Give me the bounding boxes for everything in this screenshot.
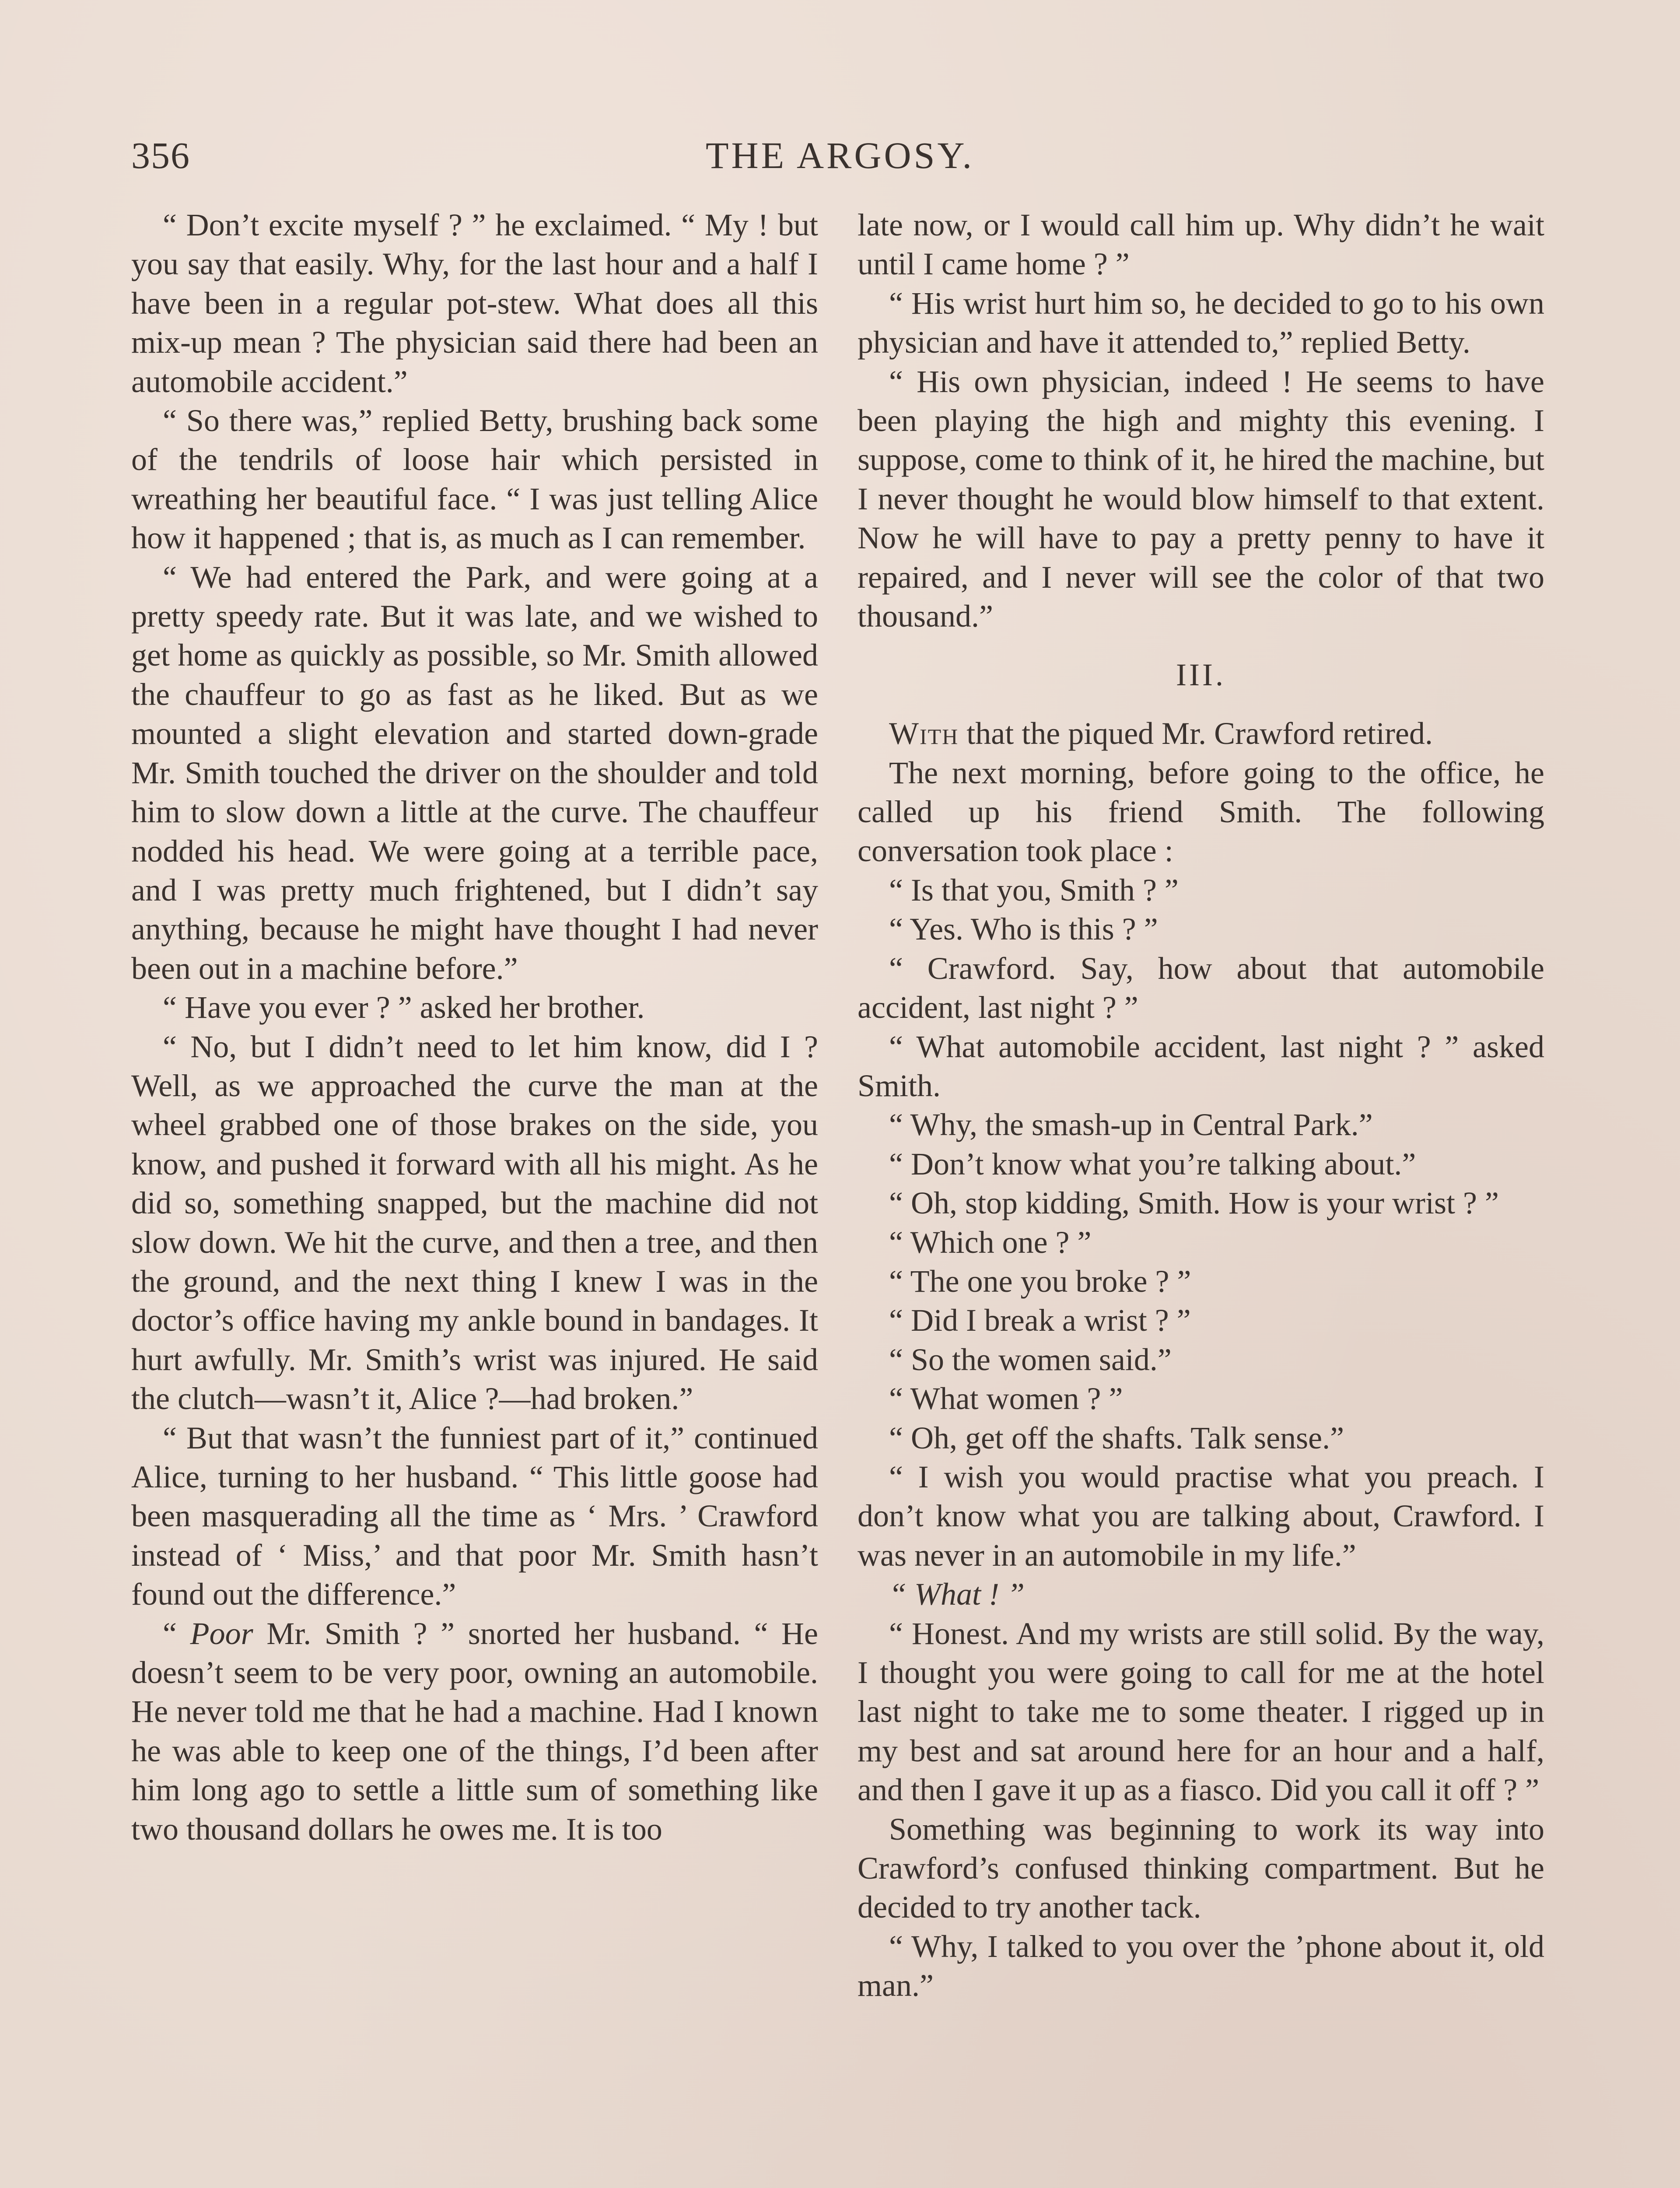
paragraph: “ No, but I didn’t need to let him know, did I ? Well, as we approached the curve the man at the wheel grabbed one of those brakes on the side, you know, and pushed it forward with all his might. As he did so, something snapped, but the machine did not slow down. We hit the curve, and then a tree, and then the ground, and the next thing I knew I was in the doctor’s office having my ankle bound in bandages. It hurt awfully. Mr. Smith’s wrist was injured. He said the clutch—wasn’t it, Alice ?—had broken.” <box>131 1029 818 1417</box>
paragraph-italic-exclamation <box>858 1575 1544 1614</box>
paragraph: “ But that wasn’t the funniest part of it,” continued Alice, turning to her husband. “ This little goose had been masquerading all the time as ‘ Mrs. ’ Crawford instead of ‘ Miss,’ and that poor Mr. Smith hasn’t found out the difference.” <box>131 1420 818 1612</box>
paragraph: “ His own physician, indeed ! He seems to have been playing the high and mighty this evening. I suppose, come to think of it, he hired the machine, but I never thought he would blow himself to that extent. Now he will have to pay a pretty penny to have it repaired, and I never will see the color of that two thousand.” <box>858 364 1544 634</box>
paragraph-rest: that the piqued Mr. Crawford retired. <box>959 716 1433 751</box>
paragraph: “ Is that you, Smith ? ” <box>889 872 1179 908</box>
paragraph: “ Don’t know what you’re talking about.” <box>889 1146 1416 1182</box>
open-quote: “ <box>163 1616 177 1651</box>
right-column <box>858 206 1544 2006</box>
italic-word: Poor <box>190 1616 253 1651</box>
left-column <box>131 206 818 1849</box>
small-caps-word: With <box>889 716 959 751</box>
paragraph: “ Yes. Who is this ? ” <box>889 912 1158 947</box>
paragraph: “ Oh, get off the shafts. Talk sense.” <box>889 1420 1344 1455</box>
paragraph: “ Why, the smash-up in Central Park.” <box>889 1107 1373 1143</box>
page-header <box>131 131 1549 179</box>
paragraph: “ Why, I talked to you over the ’phone about it, old man.” <box>858 1929 1544 2003</box>
paragraph: “ His wrist hurt him so, he decided to go to his own physician and have it attended to,” replied Betty. <box>858 285 1544 360</box>
paragraph: “ Which one ? ” <box>889 1224 1092 1260</box>
italic-line: “ What ! ” <box>889 1577 1025 1612</box>
paragraph: “ So the women said.” <box>889 1342 1172 1377</box>
paragraph: “ So there was,” replied Betty, brushing back some of the tendrils of loose hair which persisted in wreathing her beautiful face. “ I was just telling Alice how it happened ; that is, as much as I can remember. <box>131 403 818 556</box>
paragraph: “ The one you broke ? ” <box>889 1263 1191 1299</box>
paragraph: The next morning, before going to the office, he called up his friend Smith. The following conversation took place : <box>858 755 1544 869</box>
paragraph: “ Have you ever ? ” asked her brother. <box>163 990 645 1025</box>
paragraph: “ Honest. And my wrists are still solid. By the way, I thought you were going to call for me at the hotel last night to take me to some theater. I rigged up in my best and sat around here for an hour and a half, and then I gave it up as a fiasco. Did you call it off ? ” <box>858 1616 1544 1808</box>
paragraph: “ Did I break a wrist ? ” <box>889 1303 1191 1338</box>
continued-paragraph: late now, or I would call him up. Why didn’t he wait until I came home ? ” <box>858 207 1544 282</box>
paragraph-rest: Mr. Smith ? ” snorted her husband. “ He doesn’t seem to be very poor, owning an automobile. He never told me that he had a machine. Had I known he was able to keep one of the things, I’d been after him long ago to settle a little sum of something like two thousand dollars he owes me. It is too <box>131 1616 818 1847</box>
paragraph: “ We had entered the Park, and were going at a pretty speedy rate. But it was late, and we wished to get home as quickly as possible, so Mr. Smith allowed the chauffeur to go as fast as he liked. But as we mounted a slight elevation and started down-grade Mr. Smith touched the driver on the shoulder and told him to slow down a little at the curve. The chauffeur nodded his head. We were going at a terrible pace, and I was pretty much frightened, but I didn’t say anything, because he might have thought I had never been out in a machine before.” <box>131 559 818 986</box>
page-number: 356 <box>131 134 190 176</box>
running-head: THE ARGOSY. <box>706 134 974 176</box>
paragraph: “ Oh, stop kidding, Smith. How is your wrist ? ” <box>889 1185 1499 1221</box>
paragraph: “ What automobile accident, last night ? ” asked Smith. <box>858 1029 1544 1103</box>
paragraph: “ Crawford. Say, how about that automobile accident, last night ? ” <box>858 950 1544 1025</box>
paragraph-poor <box>131 1614 818 1849</box>
paragraph: Something was beginning to work its way into Crawford’s confused thinking compartment. But he decided to try another tack. <box>858 1811 1544 1925</box>
section-number: III. <box>1176 657 1226 693</box>
paragraph: “ What women ? ” <box>889 1381 1123 1417</box>
paragraph: “ Don’t excite myself ? ” he exclaimed. “ My ! but you say that easily. Why, for the last hour and a half I have been in a regular pot-stew. What does all this mix-up mean ? The physician said there had been an automobile accident.” <box>131 207 818 399</box>
paragraph: “ I wish you would practise what you preach. I don’t know what you are talking about, Crawford. I was never in an automobile in my life.” <box>858 1459 1544 1573</box>
section-opening-paragraph <box>858 714 1544 753</box>
